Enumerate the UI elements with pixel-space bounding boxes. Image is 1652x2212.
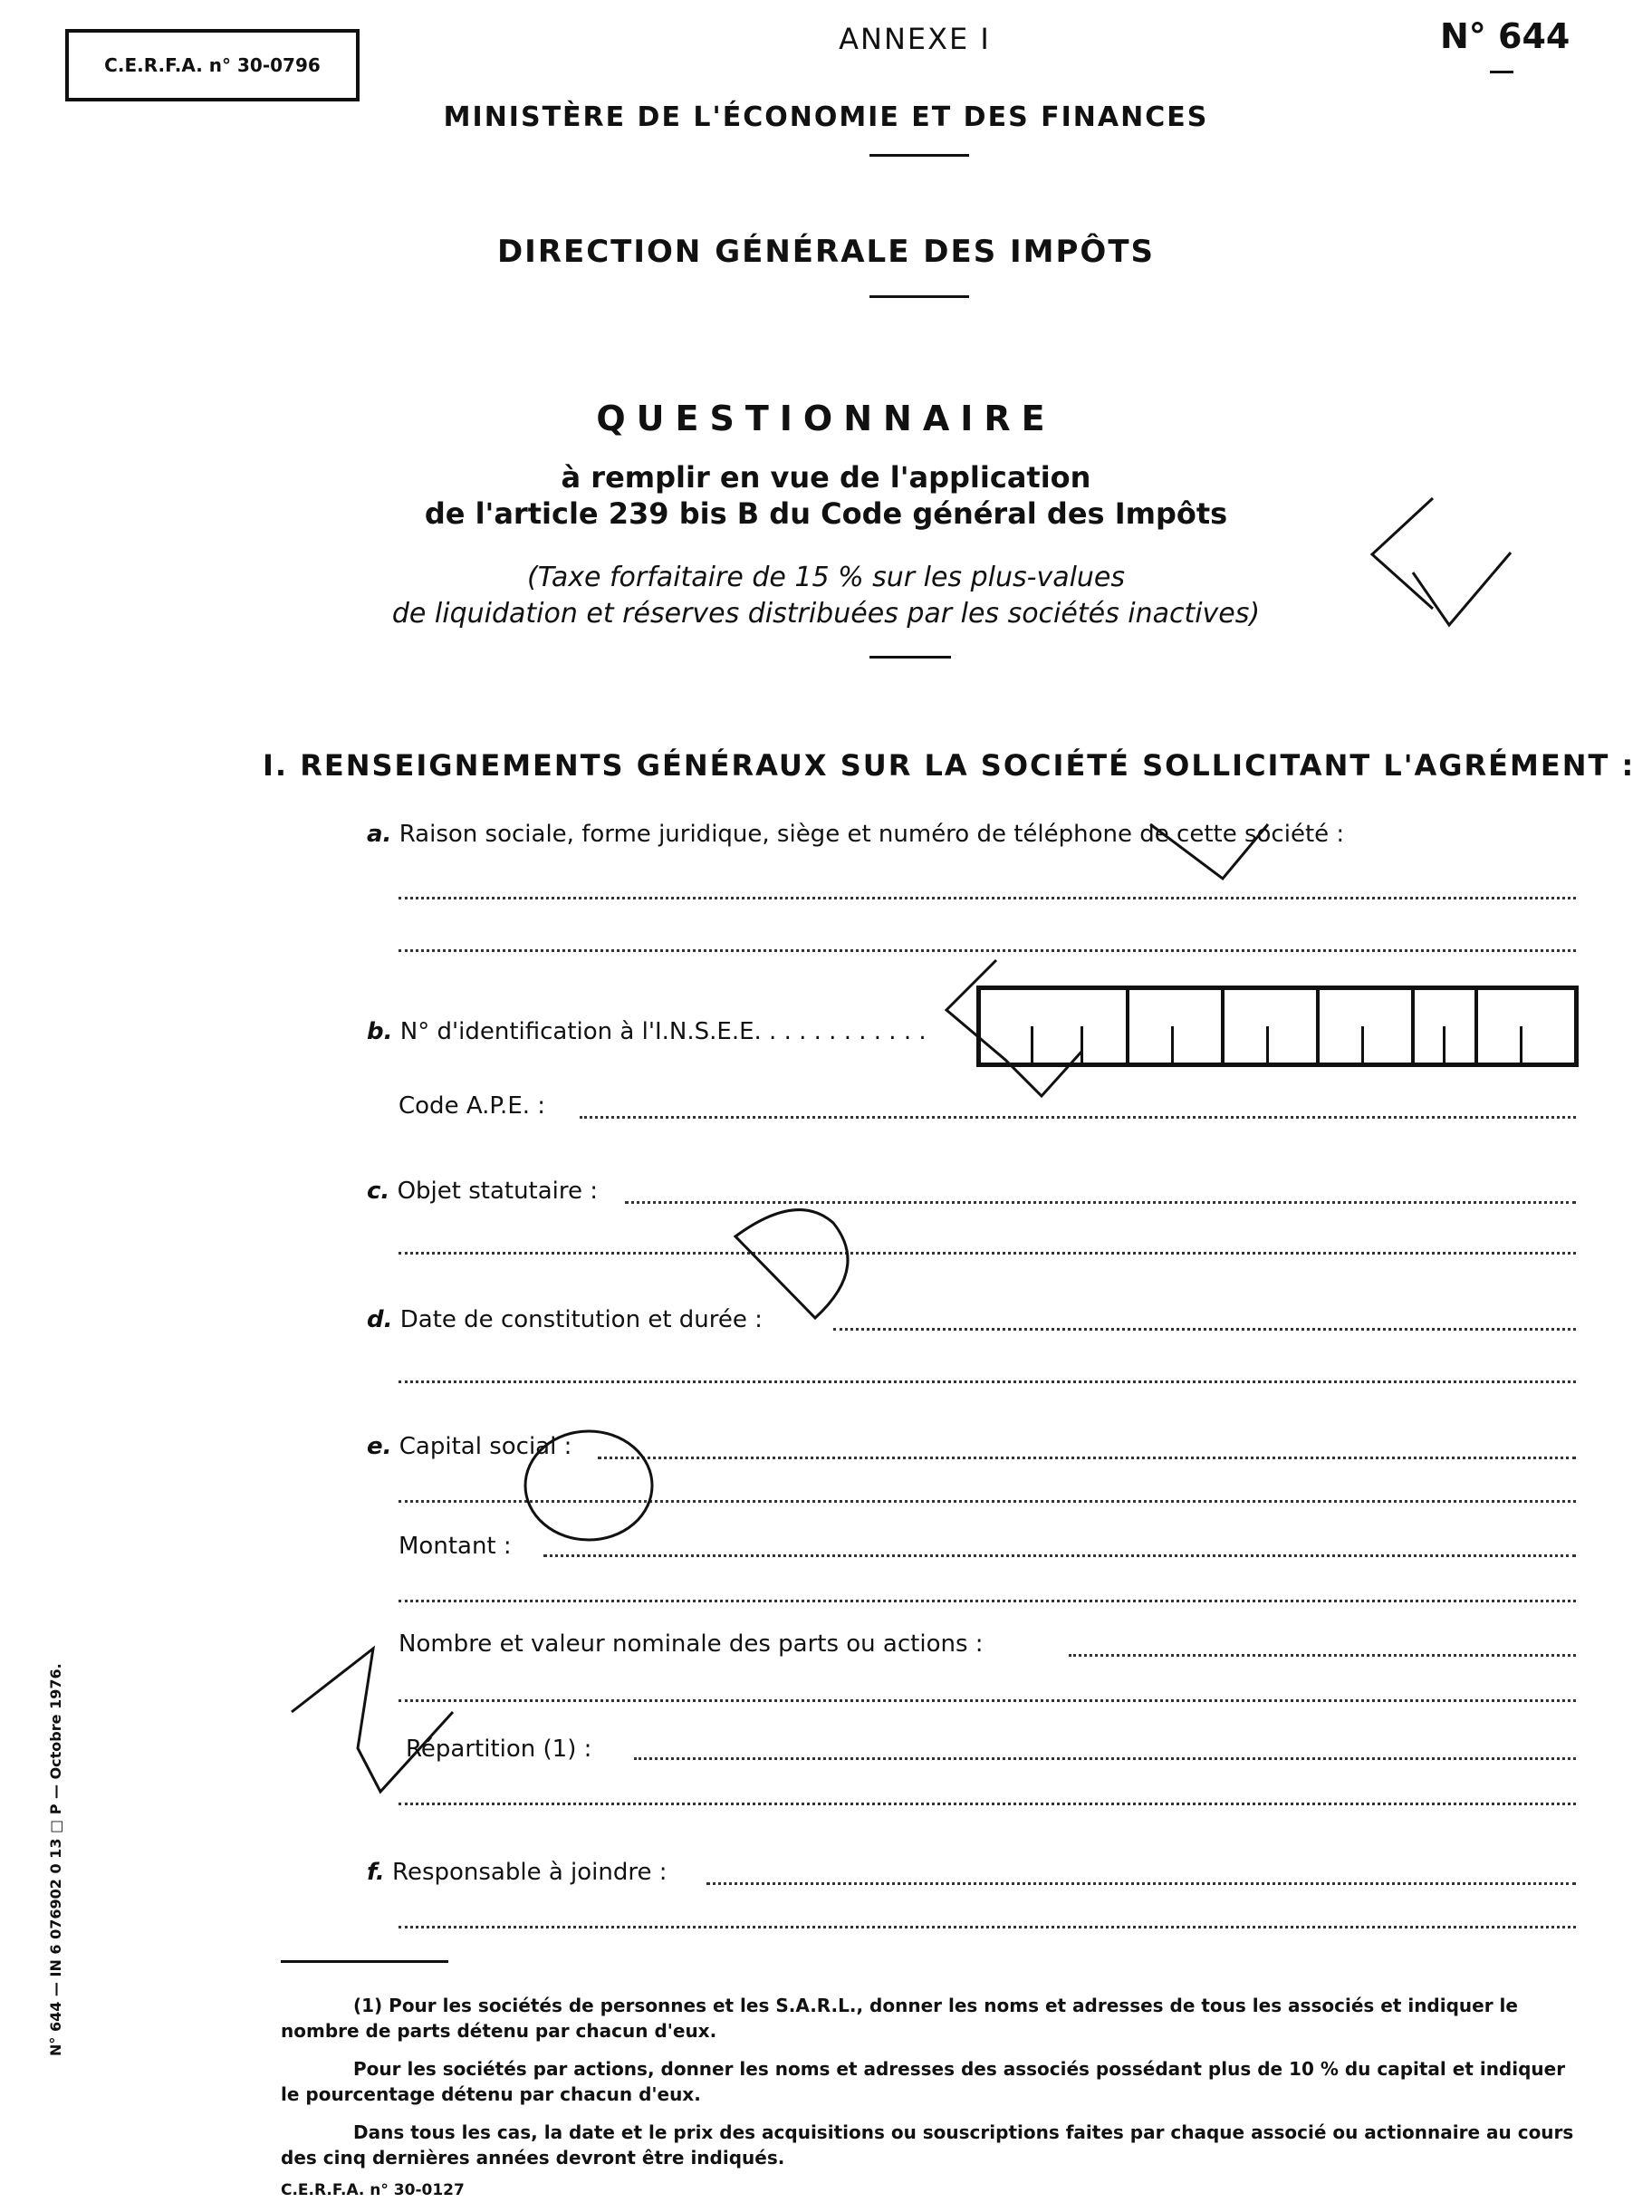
field-label-text: Raison sociale, forme juridique, siège et numéro de téléphone de cette société : — [399, 821, 1345, 848]
montant-label: Montant : — [399, 1533, 512, 1560]
margin-print-reference: N° 644 — IN 6 076902 0 13 □ P — Octobre 1976. — [47, 1663, 64, 2056]
check-mark-top-right — [1413, 553, 1511, 625]
questionnaire-subtitle-1: à remplir en vue de l'application — [561, 460, 1091, 495]
cerfa-reference-text: C.E.R.F.A. n° 30-0796 — [104, 54, 321, 76]
check-mark-field-a — [1150, 824, 1268, 879]
d-shaped-mark — [735, 1210, 848, 1318]
field-letter: e. — [367, 1433, 392, 1460]
footnote-3: Dans tous les cas, la date et le prix des acquisitions ou souscriptions faites par chaque associé ou actionnaire au cours des cinq dernières années devront être indiqués. — [281, 2121, 1574, 2169]
questionnaire-subtitle-2: de l'article 239 bis B du Code général des Impôts — [424, 496, 1228, 531]
questionnaire-note-2: de liquidation et réserves distribuées par les sociétés inactives) — [391, 598, 1261, 630]
questionnaire-title: QUESTIONNAIRE — [596, 399, 1056, 438]
m-shaped-mark — [292, 1649, 453, 1792]
field-letter: a. — [367, 821, 392, 848]
form-number: N° 644 — [1440, 16, 1570, 56]
field-letter: f. — [367, 1859, 385, 1886]
footnote-cerfa-ref: C.E.R.F.A. n° 30-0127 — [281, 2181, 465, 2199]
footnote-1: (1) Pour les sociétés de personnes et les S.A.R.L., donner les noms et adresses de tous les associés et indiquer le nombre de parts détenu par chacun d'eux. — [281, 1995, 1518, 2042]
field-label-text: Date de constitution et durée : — [399, 1306, 763, 1333]
field-label-text: N° d'identification à l'I.N.S.E.E. . . . . . . . . . . . — [399, 1018, 927, 1045]
field-letter: c. — [367, 1178, 390, 1205]
questionnaire-note-1: (Taxe forfaitaire de 15 % sur les plus-values — [526, 562, 1126, 593]
field-letter: b. — [367, 1018, 393, 1045]
corner-mark-top-right — [1372, 498, 1433, 609]
ape-code-label: Code A.P.E. : — [399, 1092, 546, 1120]
section-1-title: I. RENSEIGNEMENTS GÉNÉRAUX SUR LA SOCIÉTÉ SOLLICITANT L'AGRÉMENT : — [263, 748, 1636, 783]
ministry-heading: MINISTÈRE DE L'ÉCONOMIE ET DES FINANCES — [443, 101, 1209, 133]
footnote-2: Pour les sociétés par actions, donner les noms et adresses des associés possédant plus de 10 % du capital et indiquer le pourcentage détenu par chacun d'eux. — [281, 2058, 1566, 2105]
field-label-text: Capital social : — [399, 1433, 572, 1460]
o-shaped-mark — [525, 1431, 652, 1540]
annexe-label: ANNEXE I — [839, 22, 991, 56]
check-mark-insee — [946, 960, 1082, 1096]
direction-heading: DIRECTION GÉNÉRALE DES IMPÔTS — [496, 234, 1156, 270]
nombre-valeur-label: Nombre et valeur nominale des parts ou actions : — [399, 1630, 984, 1658]
repartition-label: Répartition (1) : — [406, 1736, 592, 1763]
field-label-text: Responsable à joindre : — [392, 1859, 668, 1886]
field-letter: d. — [367, 1306, 393, 1333]
field-label-text: Objet statutaire : — [397, 1178, 599, 1205]
